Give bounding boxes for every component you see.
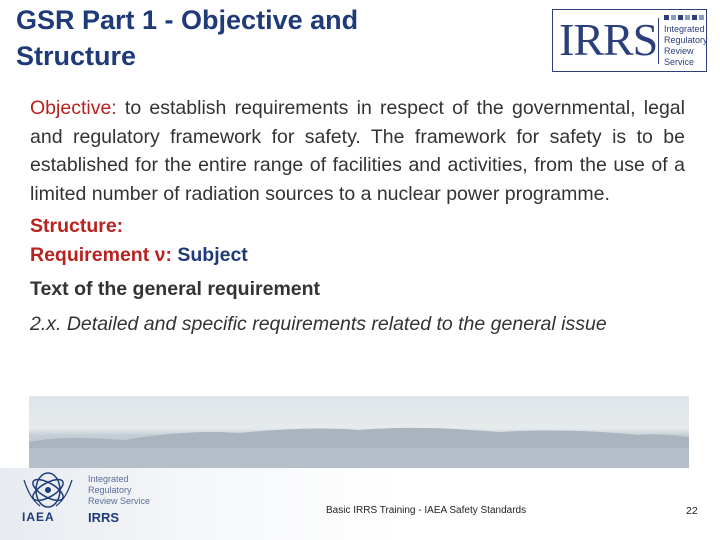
requirement-line <box>30 241 685 270</box>
irrs-logo-words <box>664 24 708 68</box>
irrs-logo <box>552 9 707 72</box>
slide-body <box>30 94 685 338</box>
irrs-footer-word: Integrated <box>88 474 129 484</box>
irrs-logo-dots <box>664 15 704 20</box>
slide-title-line-1: GSR Part 1 - Objective and <box>16 5 359 35</box>
general-requirement: Text of the general requirement <box>30 278 321 300</box>
irrs-footer-word: Regulatory <box>88 485 132 495</box>
irrs-logo-divider <box>658 18 659 64</box>
irrs-footer-words <box>88 474 150 507</box>
landscape-hills <box>29 396 689 468</box>
irrs-footer-label: IRRS <box>88 510 120 525</box>
requirement-label: Requirement ν: <box>30 243 172 266</box>
requirement-subject: Subject <box>171 243 248 266</box>
objective-paragraph <box>30 94 685 208</box>
detailed-requirements: 2.x. Detailed and specific requirements related to the general issue <box>30 312 607 335</box>
objective-label: Objective: <box>30 97 117 119</box>
irrs-logo-word: Service <box>664 57 695 67</box>
structure-label: Structure: <box>30 215 124 237</box>
landscape-photo <box>29 396 689 468</box>
irrs-logo-letters: IRRS <box>559 14 658 65</box>
iaea-emblem-icon <box>18 470 78 514</box>
page-number: 22 <box>686 505 698 517</box>
irrs-footer-word: Review Service <box>88 496 151 506</box>
irrs-logo-word: Review <box>664 46 694 56</box>
irrs-logo-word: Regulatory <box>664 35 708 45</box>
irrs-logo-word: Integrated <box>664 24 705 34</box>
footer-label: Basic IRRS Training - IAEA Safety Standards <box>326 505 527 516</box>
slide-title-line-2: Structure <box>16 41 137 71</box>
slide-title <box>16 2 516 74</box>
iaea-label: IAEA <box>22 510 55 524</box>
objective-text: to establish requirements in respect of the governmental, legal and regulatory framework for safety. The framework for safety is to be established for the entire range of facilities and activities, from the use of a limited number of radiation sources to a nuclear power programme. <box>30 97 685 205</box>
